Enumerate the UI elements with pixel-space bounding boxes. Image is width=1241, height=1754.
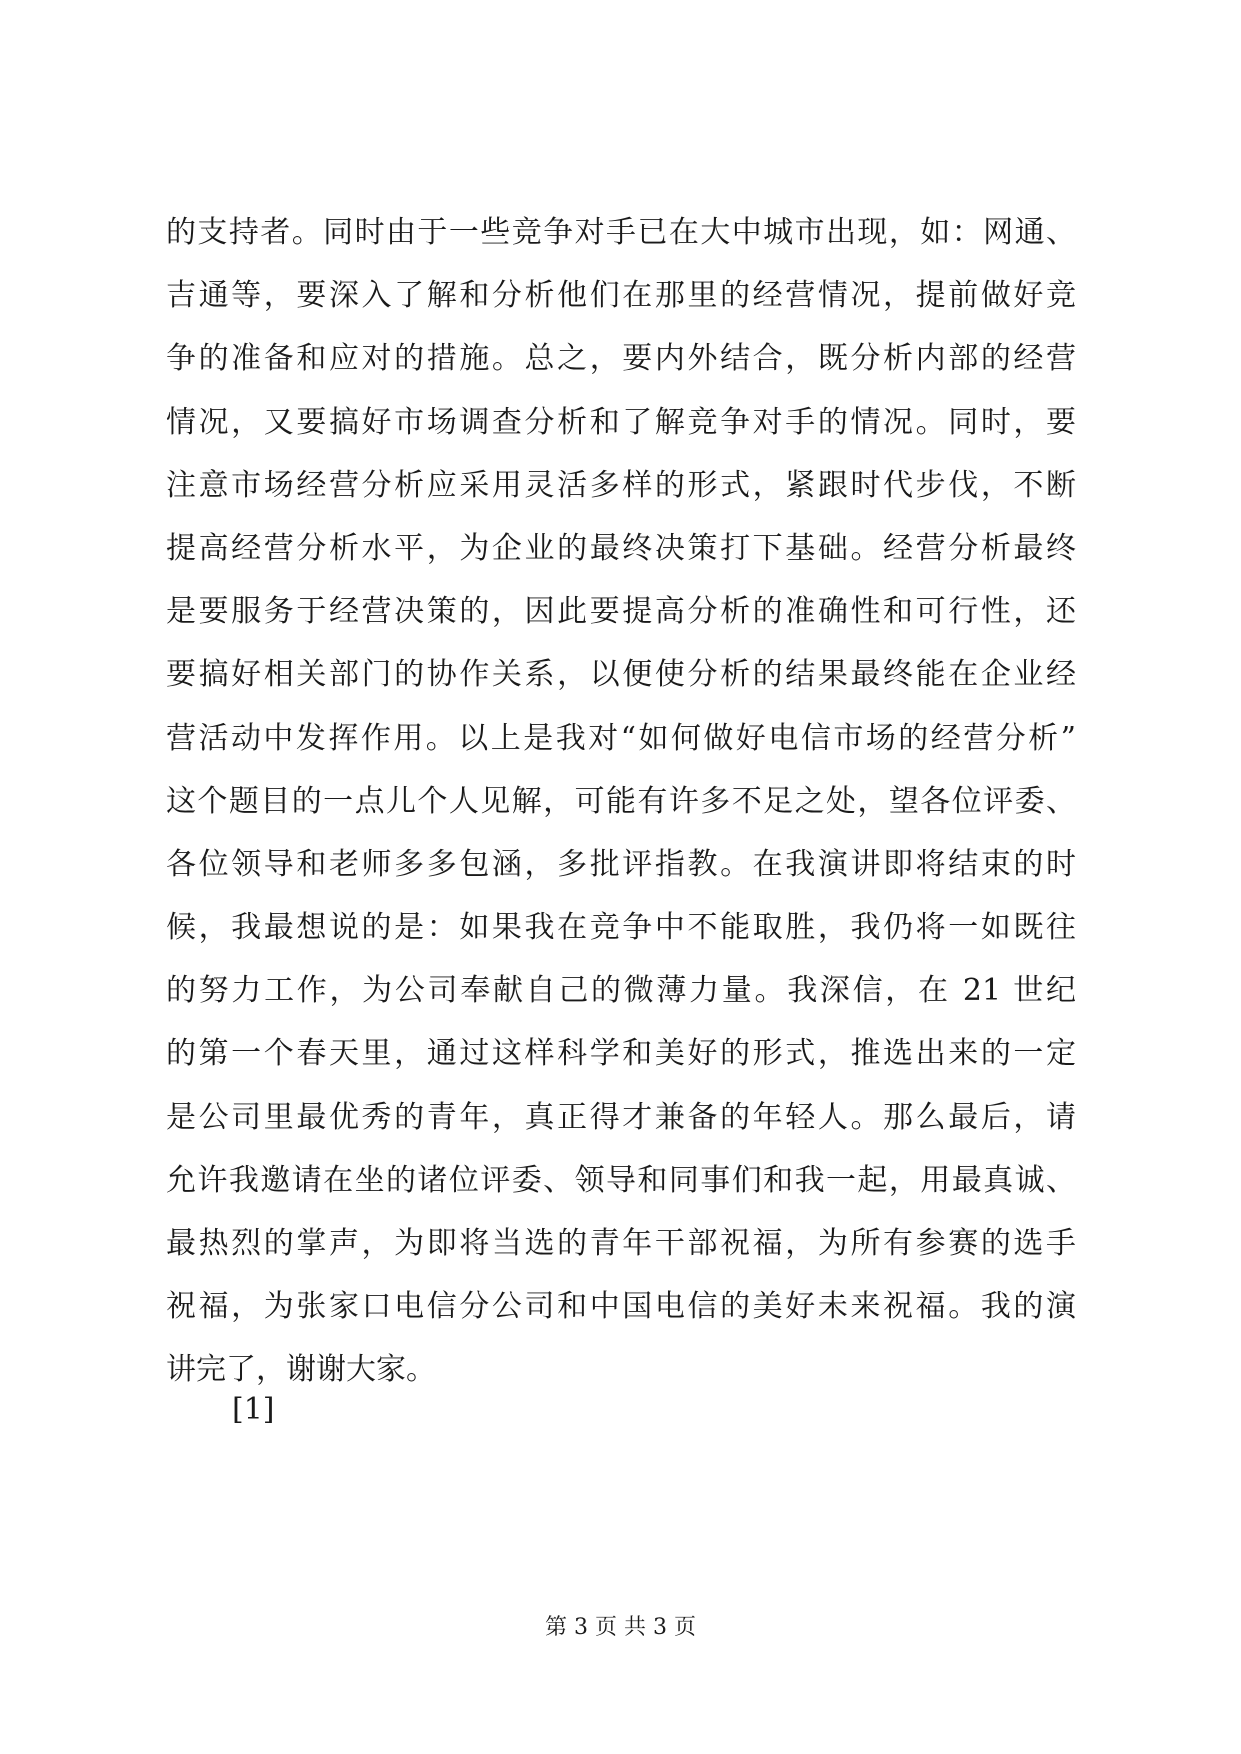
text-line: 注意市场经营分析应采用灵活多样的形式，紧跟时代步伐，不断 bbox=[166, 467, 1076, 503]
reference-marker: [1] bbox=[232, 1392, 275, 1427]
text-line: 争的准备和应对的措施。总之，要内外结合，既分析内部的经营 bbox=[166, 341, 1076, 377]
text-line: 各位领导和老师多多包涵，多批评指教。在我演讲即将结束的时 bbox=[166, 846, 1076, 882]
text-line-last: 讲完了，谢谢大家。 bbox=[166, 1352, 436, 1388]
speech-body-text bbox=[166, 201, 1076, 1402]
text-line: 情况，又要搞好市场调查分析和了解竞争对手的情况。同时，要 bbox=[166, 404, 1076, 440]
text-line: 允许我邀请在坐的诸位评委、领导和同事们和我一起，用最真诚、 bbox=[166, 1162, 1076, 1198]
text-line: 的支持者。同时由于一些竞争对手已在大中城市出现，如：网通、 bbox=[166, 215, 1076, 250]
text-line: 吉通等，要深入了解和分析他们在那里的经营情况，提前做好竞 bbox=[166, 278, 1076, 314]
text-line: 的第一个春天里，通过这样科学和美好的形式，推选出来的一定 bbox=[166, 1036, 1076, 1072]
page-number-footer: 第 3 页 共 3 页 bbox=[545, 1615, 696, 1640]
text-line: 营活动中发挥作用。以上是我对“如何做好电信市场的经营分析” bbox=[166, 720, 1076, 756]
text-line: 祝福，为张家口电信分公司和中国电信的美好未来祝福。我的演 bbox=[166, 1289, 1076, 1325]
text-line: 是要服务于经营决策的，因此要提高分析的准确性和可行性，还 bbox=[166, 594, 1076, 630]
text-line: 提高经营分析水平，为企业的最终决策打下基础。经营分析最终 bbox=[166, 530, 1076, 566]
text-line: 的努力工作，为公司奉献自己的微薄力量。我深信，在 21 世纪 bbox=[166, 973, 1076, 1009]
text-line: 最热烈的掌声，为即将当选的青年干部祝福，为所有参赛的选手 bbox=[166, 1226, 1076, 1261]
text-line: 是公司里最优秀的青年，真正得才兼备的年轻人。那么最后，请 bbox=[166, 1099, 1076, 1135]
text-line: 要搞好相关部门的协作关系，以便使分析的结果最终能在企业经 bbox=[166, 657, 1076, 693]
text-line: 候，我最想说的是：如果我在竞争中不能取胜，我仍将一如既往 bbox=[166, 910, 1076, 946]
text-line: 这个题目的一点儿个人见解，可能有许多不足之处，望各位评委、 bbox=[166, 783, 1076, 819]
